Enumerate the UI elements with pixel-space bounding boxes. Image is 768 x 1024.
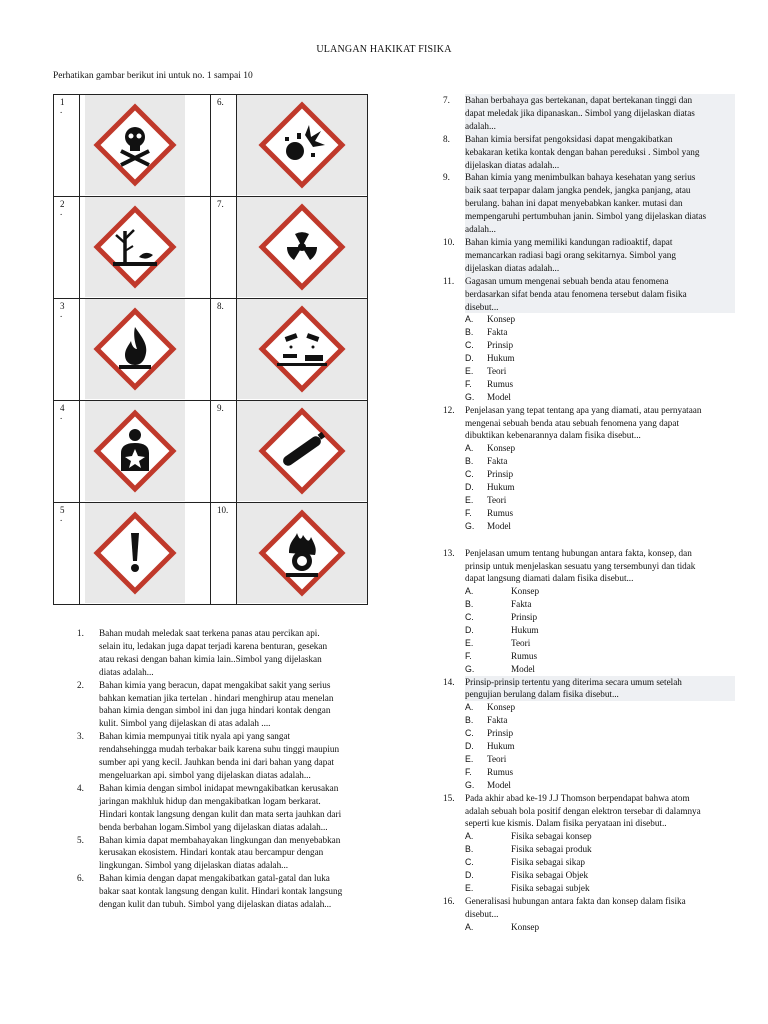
environment-hazard-icon bbox=[82, 197, 188, 297]
symbol-cell bbox=[237, 197, 368, 299]
question-text-line: Penjelasan yang tepat tentang apa yang diamati, atau pernyataan bbox=[465, 404, 702, 415]
health-hazard-icon bbox=[82, 401, 188, 501]
option-text: Teori bbox=[487, 494, 507, 505]
option-text: Konsep bbox=[487, 443, 516, 454]
option-text: Rumus bbox=[487, 507, 514, 518]
symbol-number: 6. bbox=[211, 95, 237, 197]
question-text-line: kebakaran ketika kontak dengan bahan pereduksi . Simbol yang bbox=[465, 146, 735, 159]
symbol-number: 3 . bbox=[54, 299, 80, 401]
symbol-number: 7. bbox=[211, 197, 237, 299]
symbol-cell bbox=[80, 197, 211, 299]
option-letter: C. bbox=[465, 728, 474, 739]
option-letter: A. bbox=[465, 443, 474, 454]
option-text: Fisika sebagai sikap bbox=[511, 857, 585, 868]
option-text: Prinsip bbox=[487, 469, 514, 480]
questions-right-column bbox=[443, 94, 735, 933]
question-text-line: bakar saat kontak langsung dengan kulit. Hindari kontak langsung bbox=[99, 886, 343, 897]
question-number: 11. bbox=[443, 275, 455, 286]
answer-option bbox=[465, 766, 735, 779]
question-text-line: Bahan kimia bersifat pengoksidasi dapat mengakibatkan bbox=[465, 133, 735, 146]
question-item bbox=[443, 94, 735, 133]
question-text-line: dapat meledak jika dipanaskan.. Simbol yang dijelaskan diatas bbox=[465, 107, 735, 120]
question-number: 13. bbox=[443, 547, 455, 558]
question-text-line: dijelaskan diatas adalah... bbox=[465, 159, 735, 172]
symbol-number: 5 . bbox=[54, 503, 80, 605]
answer-option bbox=[465, 624, 735, 637]
question-text-line: mengenai sebuah benda atau sebuah fenomena yang dapat bbox=[465, 417, 680, 428]
question-text-line: sumber api yang kecil. Jauhkan benda ini dari bahan yang dapat bbox=[99, 757, 334, 768]
question-number: 4. bbox=[77, 782, 84, 793]
option-text: Prinsip bbox=[511, 612, 538, 623]
symbol-cell bbox=[237, 503, 368, 605]
question-text-line: Prinsip-prinsip tertentu yang diterima secara umum setelah bbox=[465, 676, 735, 689]
option-text: Fakta bbox=[511, 599, 532, 610]
option-letter: E. bbox=[465, 882, 474, 893]
option-text: Fakta bbox=[487, 715, 508, 726]
question-text-line: Generalisasi hubungan antara fakta dan konsep dalam fisika bbox=[465, 895, 686, 906]
option-letter: D. bbox=[465, 353, 474, 364]
question-item bbox=[443, 676, 735, 792]
question-text-line: memancarkan radiasi bagi orang sekitarnya. Simbol yang bbox=[465, 249, 735, 262]
question-number: 5. bbox=[77, 834, 84, 845]
option-text: Prinsip bbox=[487, 728, 514, 739]
question-text-line: Bahan kimia dapat membahayakan lingkungan dan menyebabkan bbox=[99, 834, 341, 845]
option-letter: A. bbox=[465, 314, 474, 325]
option-text: Teori bbox=[511, 637, 531, 648]
question-item bbox=[443, 133, 735, 172]
option-letter: A. bbox=[465, 921, 474, 932]
option-text: Model bbox=[487, 391, 511, 402]
option-text: Rumus bbox=[487, 766, 514, 777]
answer-option bbox=[465, 365, 735, 378]
corrosive-icon bbox=[237, 299, 367, 399]
answer-option bbox=[465, 921, 735, 934]
answer-options bbox=[465, 701, 735, 791]
answer-option bbox=[465, 326, 735, 339]
option-letter: A. bbox=[465, 831, 474, 842]
question-item bbox=[443, 275, 735, 404]
question-number: 7. bbox=[443, 95, 450, 105]
answer-option bbox=[465, 442, 735, 455]
answer-option bbox=[465, 753, 735, 766]
toxic-skull-icon bbox=[82, 95, 188, 195]
question-text-line: bahan kimia dengan simbol ini dan juga hindari kontak dengan bbox=[99, 705, 331, 716]
table-row bbox=[54, 503, 368, 605]
question-number: 16. bbox=[443, 895, 455, 906]
symbol-number: 2 . bbox=[54, 197, 80, 299]
question-text-line: Bahan kimia dengan dapat mengakibatkan gatal-gatal dan luka bbox=[99, 873, 330, 884]
question-text-line: adalah sebuah bola positif dengan elektron tersebar di dalamnya bbox=[465, 805, 701, 816]
question-text-line: dijelaskan diatas adalah... bbox=[465, 262, 735, 275]
question-text-line: diatas adalah... bbox=[99, 666, 154, 677]
question-text-line: atau rekasi dengan bahan kimia lain..Simbol yang dijelaskan bbox=[99, 653, 322, 664]
option-letter: D. bbox=[465, 624, 474, 635]
option-text: Hukum bbox=[511, 624, 539, 635]
answer-option bbox=[465, 882, 735, 895]
answer-option bbox=[465, 714, 735, 727]
option-text: Teori bbox=[487, 753, 507, 764]
answer-option bbox=[465, 585, 735, 598]
question-item bbox=[77, 872, 389, 911]
answer-option bbox=[465, 391, 735, 404]
question-text-line: dapat langsung diamati dalam fisika disebut... bbox=[465, 573, 634, 584]
option-text: Hukum bbox=[487, 353, 515, 364]
question-text-line: seperti kue kismis. Dalam fisika peryataan ini disebut.. bbox=[465, 818, 667, 829]
answer-option bbox=[465, 494, 735, 507]
option-text: Hukum bbox=[487, 741, 515, 752]
answer-option bbox=[465, 869, 735, 882]
table-row bbox=[54, 95, 368, 197]
answer-options bbox=[465, 585, 735, 675]
question-text-line: jaringan makhluk hidup dan mengakibatkan logam berkarat. bbox=[99, 795, 321, 806]
question-text-line: Hindari kontak langsung dengan kulit dan mata serta jauhkan dari bbox=[99, 808, 342, 819]
option-text: Fisika sebagai produk bbox=[511, 844, 592, 855]
answer-options bbox=[465, 313, 735, 403]
symbol-number: 4 . bbox=[54, 401, 80, 503]
option-letter: B. bbox=[465, 327, 474, 338]
table-row bbox=[54, 299, 368, 401]
answer-option bbox=[465, 352, 735, 365]
answer-option bbox=[465, 481, 735, 494]
question-item bbox=[77, 627, 389, 679]
answer-option bbox=[465, 740, 735, 753]
question-number: 9. bbox=[443, 172, 450, 183]
option-letter: A. bbox=[465, 702, 474, 713]
option-text: Model bbox=[511, 663, 535, 674]
option-text: Prinsip bbox=[487, 340, 514, 351]
answer-option bbox=[465, 455, 735, 468]
answer-option bbox=[465, 598, 735, 611]
question-text-line: berdasarkan sifat benda atau fenomena tersebut dalam fisika bbox=[465, 288, 735, 301]
question-text-line: adalah... bbox=[465, 120, 735, 133]
option-text: Konsep bbox=[487, 702, 516, 713]
option-letter: G. bbox=[465, 663, 475, 674]
option-text: Fakta bbox=[487, 456, 508, 467]
option-letter: C. bbox=[465, 340, 474, 351]
question-number: 10. bbox=[443, 236, 455, 247]
symbol-cell bbox=[80, 503, 211, 605]
symbol-cell bbox=[80, 401, 211, 503]
compressed-gas-cylinder-icon bbox=[237, 401, 367, 501]
option-letter: E. bbox=[465, 365, 474, 376]
answer-option bbox=[465, 701, 735, 714]
answer-option bbox=[465, 843, 735, 856]
table-row bbox=[54, 197, 368, 299]
question-text-line: pengujian berulang dalam fisika disebut... bbox=[465, 688, 735, 701]
question-text-line: berulang. bahan ini dapat menyebabkan kanker. mutasi dan bbox=[465, 197, 735, 210]
question-text-line: Bahan kimia yang memiliki kandungan radioaktif, dapat bbox=[465, 236, 735, 249]
questions-left-column bbox=[77, 627, 389, 911]
option-letter: D. bbox=[465, 869, 474, 880]
option-text: Model bbox=[487, 520, 511, 531]
question-text-line: benda berbahan logam.Simbol yang dijelaskan diatas adalah... bbox=[99, 821, 328, 832]
option-letter: B. bbox=[465, 456, 474, 467]
option-letter: B. bbox=[465, 844, 474, 855]
question-item bbox=[77, 834, 389, 873]
option-text: Fakta bbox=[487, 327, 508, 338]
question-text-line: selain itu, ledakan juga dapat terjadi karena benturan, gesekan bbox=[99, 640, 328, 651]
option-text: Rumus bbox=[511, 650, 538, 661]
option-text: Konsep bbox=[487, 314, 516, 325]
question-text-line: Bahan mudah meledak saat terkena panas atau percikan api. bbox=[99, 628, 320, 638]
question-text-line: Bahan berbahaya gas bertekanan, dapat bertekanan tinggi dan bbox=[465, 94, 735, 107]
option-letter: E. bbox=[465, 753, 474, 764]
page-title: ULANGAN HAKIKAT FISIKA bbox=[316, 44, 452, 55]
question-number: 1. bbox=[77, 628, 84, 638]
option-letter: C. bbox=[465, 469, 474, 480]
question-number: 6. bbox=[77, 873, 84, 884]
question-item bbox=[77, 782, 389, 834]
question-text-line: adalah... bbox=[465, 223, 735, 236]
symbol-number: 9. bbox=[211, 401, 237, 503]
answer-option bbox=[465, 468, 735, 481]
option-text: Rumus bbox=[487, 378, 514, 389]
symbol-number: 1 . bbox=[54, 95, 80, 197]
answer-option bbox=[465, 637, 735, 650]
answer-option bbox=[465, 378, 735, 391]
option-text: Hukum bbox=[487, 482, 515, 493]
answer-option bbox=[465, 779, 735, 792]
option-letter: G. bbox=[465, 520, 475, 531]
question-text-line: Penjelasan umum tentang hubungan antara fakta, konsep, dan bbox=[465, 547, 692, 558]
question-item bbox=[443, 792, 735, 895]
question-number: 8. bbox=[443, 133, 450, 144]
question-text-line: Gagasan umum mengenai sebuah benda atau fenomena bbox=[465, 275, 735, 288]
option-letter: G. bbox=[465, 779, 475, 790]
option-text: Teori bbox=[487, 365, 507, 376]
symbol-cell bbox=[237, 95, 368, 197]
option-letter: F. bbox=[465, 378, 472, 389]
radioactive-icon bbox=[237, 197, 367, 297]
question-text-line: lingkungan. Simbol yang dijelaskan diatas adalah... bbox=[99, 860, 289, 871]
answer-option bbox=[465, 520, 735, 533]
option-letter: F. bbox=[465, 650, 472, 661]
option-text: Fisika sebagai konsep bbox=[511, 831, 592, 842]
question-text-line: disebut... bbox=[465, 301, 735, 314]
question-number: 14. bbox=[443, 676, 455, 687]
hazard-symbol-table bbox=[53, 94, 368, 605]
exclamation-irritant-icon bbox=[82, 503, 188, 603]
option-letter: D. bbox=[465, 482, 474, 493]
answer-option bbox=[465, 727, 735, 740]
explosive-bomb-icon bbox=[237, 95, 367, 195]
question-number: 3. bbox=[77, 731, 84, 742]
question-item bbox=[77, 679, 389, 731]
answer-option bbox=[465, 830, 735, 843]
option-letter: A. bbox=[465, 586, 474, 597]
symbol-number: 10. bbox=[211, 503, 237, 605]
answer-option bbox=[465, 611, 735, 624]
option-letter: E. bbox=[465, 494, 474, 505]
question-text-line: kerusakan ekosistem. Hindari kontak atau bercampur dengan bbox=[99, 847, 324, 858]
instruction-text: Perhatikan gambar berikut ini untuk no. 1 sampai 10 bbox=[53, 71, 253, 81]
option-letter: C. bbox=[465, 857, 474, 868]
symbol-cell bbox=[237, 401, 368, 503]
option-text: Konsep bbox=[511, 586, 540, 597]
option-letter: F. bbox=[465, 766, 472, 777]
oxidizing-flame-over-circle-icon bbox=[237, 503, 367, 603]
question-text-line: rendahsehingga mudah terbakar baik karena suhu tinggi maupiun bbox=[99, 744, 340, 755]
option-letter: B. bbox=[465, 715, 474, 726]
answer-options bbox=[465, 921, 735, 934]
question-number: 12. bbox=[443, 404, 455, 415]
answer-option bbox=[465, 507, 735, 520]
option-text: Fisika sebagai subjek bbox=[511, 882, 590, 893]
question-text-line: bahkan kematian jika tertelan . hindari menghirup atau menelan bbox=[99, 692, 334, 703]
answer-option bbox=[465, 313, 735, 326]
question-item bbox=[77, 730, 389, 782]
table-row bbox=[54, 401, 368, 503]
question-item bbox=[443, 404, 735, 533]
question-text-line: Bahan kimia yang menimbulkan bahaya kesehatan yang serius bbox=[465, 171, 735, 184]
question-text-line: mempengaruhi pertumbuhan janin. Simbol yang dijelaskan diatas bbox=[465, 210, 735, 223]
question-text-line: Pada akhir abad ke-19 J.J Thomson berpendapat bahwa atom bbox=[465, 792, 690, 803]
question-item bbox=[443, 236, 735, 275]
option-text: Konsep bbox=[511, 921, 540, 932]
answer-option bbox=[465, 663, 735, 676]
question-text-line: kulit. Simbol yang dijelaskan di atas adalah .... bbox=[99, 718, 271, 729]
question-text-line: disebut... bbox=[465, 908, 499, 919]
question-item bbox=[443, 547, 735, 676]
answer-option bbox=[465, 339, 735, 352]
question-number: 15. bbox=[443, 792, 455, 803]
question-text-line: dengan kulit dan tubuh. Simbol yang dijelaskan diatas adalah... bbox=[99, 899, 332, 910]
option-letter: C. bbox=[465, 612, 474, 623]
option-letter: F. bbox=[465, 507, 472, 518]
flammable-flame-icon bbox=[82, 299, 188, 399]
option-letter: G. bbox=[465, 391, 475, 402]
symbol-cell bbox=[80, 95, 211, 197]
question-text-line: prinsip untuk menjelaskan sesuatu yang tersembunyi dan tidak bbox=[465, 560, 696, 571]
option-letter: E. bbox=[465, 637, 474, 648]
option-letter: D. bbox=[465, 741, 474, 752]
question-text-line: Bahan kimia mempunyai titik nyala api yang sangat bbox=[99, 731, 291, 742]
symbol-number: 8. bbox=[211, 299, 237, 401]
symbol-cell bbox=[237, 299, 368, 401]
answer-option bbox=[465, 856, 735, 869]
question-text-line: Bahan kimia dengan simbol inidapat mewngakibatkan kerusakan bbox=[99, 782, 339, 793]
symbol-cell bbox=[80, 299, 211, 401]
question-text-line: baik saat terpapar dalam jangka pendek, jangka panjang, atau bbox=[465, 184, 735, 197]
question-text-line: Bahan kimia yang beracun, dapat mengakibat sakit yang serius bbox=[99, 679, 331, 690]
question-text-line: dibuktikan kebenarannya dalam fisika disebut... bbox=[465, 430, 641, 441]
question-number: 2. bbox=[77, 679, 84, 690]
answer-options bbox=[465, 442, 735, 532]
question-item bbox=[443, 895, 735, 934]
question-item bbox=[443, 171, 735, 236]
option-text: Fisika sebagai Objek bbox=[511, 869, 589, 880]
option-letter: B. bbox=[465, 599, 474, 610]
question-text-line: mengeluarkan api. simbol yang dijelaskan diatas adalah... bbox=[99, 769, 311, 780]
option-text: Model bbox=[487, 779, 511, 790]
answer-options bbox=[465, 830, 735, 894]
answer-option bbox=[465, 650, 735, 663]
